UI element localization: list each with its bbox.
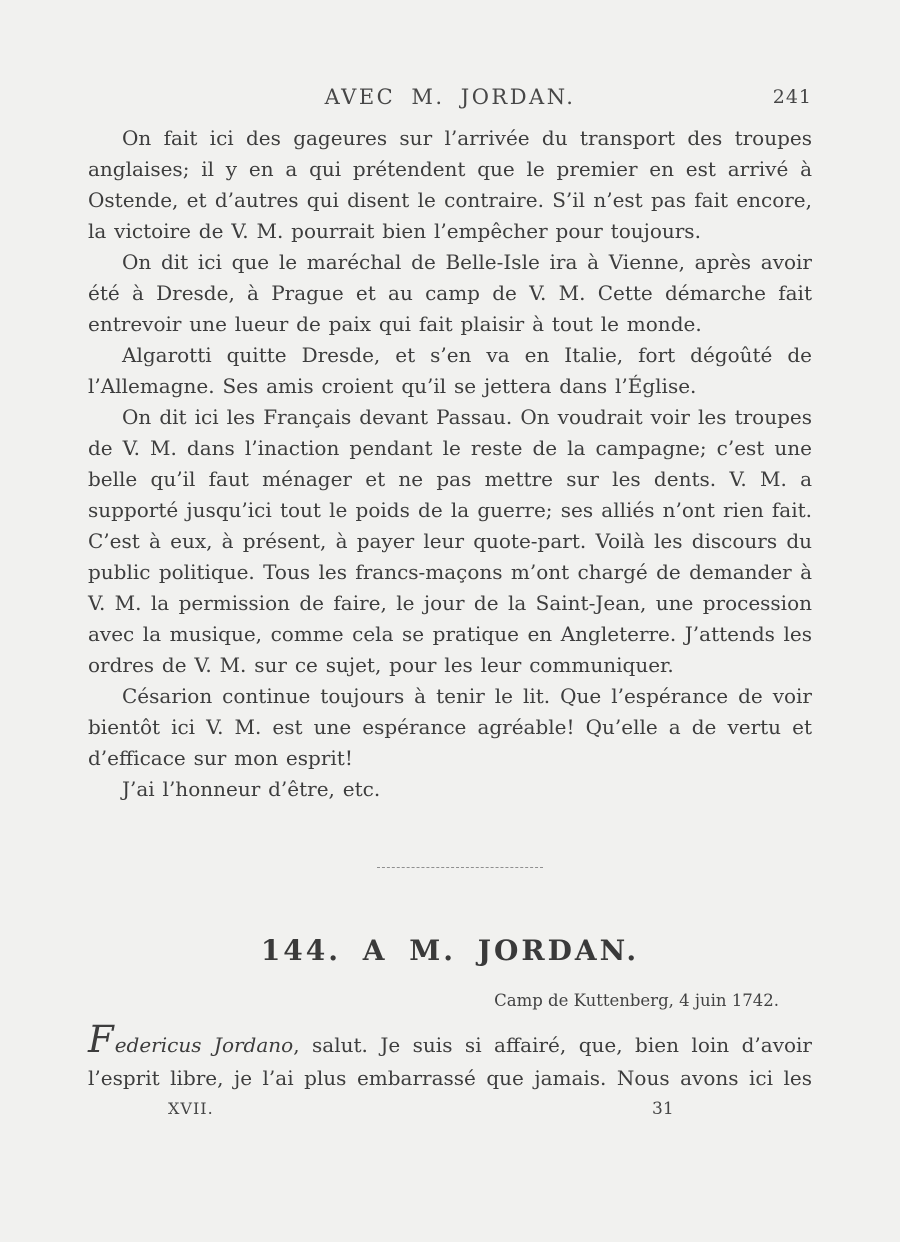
letter-paragraph: Césarion continue toujours à tenir le lit. Que l’espérance de voir bientôt ici V. M. est une espérance agréable! Qu’elle a de vertu et d’efficace sur mon esprit!: [88, 684, 812, 770]
latin-salutation-name: edericus Jordano: [114, 1033, 294, 1057]
letter-143-body: [88, 123, 812, 805]
volume-signature-mark: XVII.: [168, 1099, 214, 1118]
drop-cap-initial: F: [88, 1018, 115, 1061]
letter-dateline: Camp de Kuttenberg, 4 juin 1742.: [494, 991, 779, 1010]
page-header: [88, 85, 812, 111]
opening-text: , salut. Je suis si affairé, que, bien loin d’avoir l’esprit libre, je l’ai plus embarrassé que jamais. Nous avons ici les: [88, 1033, 812, 1090]
letter-paragraph: Algarotti quitte Dresde, et s’en va en Italie, fort dégoûté de l’Allemagne. Ses amis croient qu’il se jettera dans l’Église.: [88, 343, 812, 398]
page-number: 241: [772, 86, 812, 108]
section-divider: [377, 867, 543, 868]
sheet-signature-number: 31: [652, 1099, 674, 1119]
letter-paragraph: On dit ici que le maréchal de Belle-Isle ira à Vienne, après avoir été à Dresde, à Prague et au camp de V. M. Cette démarche fait entrevoir une lueur de paix qui fait plaisir à tout le monde.: [88, 250, 812, 336]
letter-paragraph: On dit ici les Français devant Passau. On voudrait voir les troupes de V. M. dans l’inaction pendant le reste de la campagne; c’est une belle qu’il faut ménager et ne pas mettre sur les dents. V. M. a supporté jusqu’ici tout le poids de la guerre; ses alliés n’ont rien fait. C’est à eux, à présent, à payer leur quote-part. Voilà les discours du public politique. Tous les francs-maçons m’ont chargé de demander à V. M. la permission de faire, le jour de la Saint-Jean, une procession avec la musique, comme cela se pratique en Angleterre. J’attends les ordres de V. M. sur ce sujet, pour les leur communiquer.: [88, 405, 812, 677]
running-title: AVEC M. JORDAN.: [324, 85, 576, 109]
letter-closing-paragraph: J’ai l’honneur d’être, etc.: [122, 777, 381, 801]
letter-paragraph: On fait ici des gageures sur l’arrivée du transport des troupes anglaises; il y en a qui prétendent que le premier en est arrivé à Ostende, et d’autres qui disent le contraire. S’il n’est pas fait encore, la victoire de V. M. pourrait bien l’empêcher pour toujours.: [88, 126, 812, 243]
letter-144-heading: 144. A M. JORDAN.: [260, 934, 640, 967]
letter-144-opening: [88, 1018, 812, 1095]
